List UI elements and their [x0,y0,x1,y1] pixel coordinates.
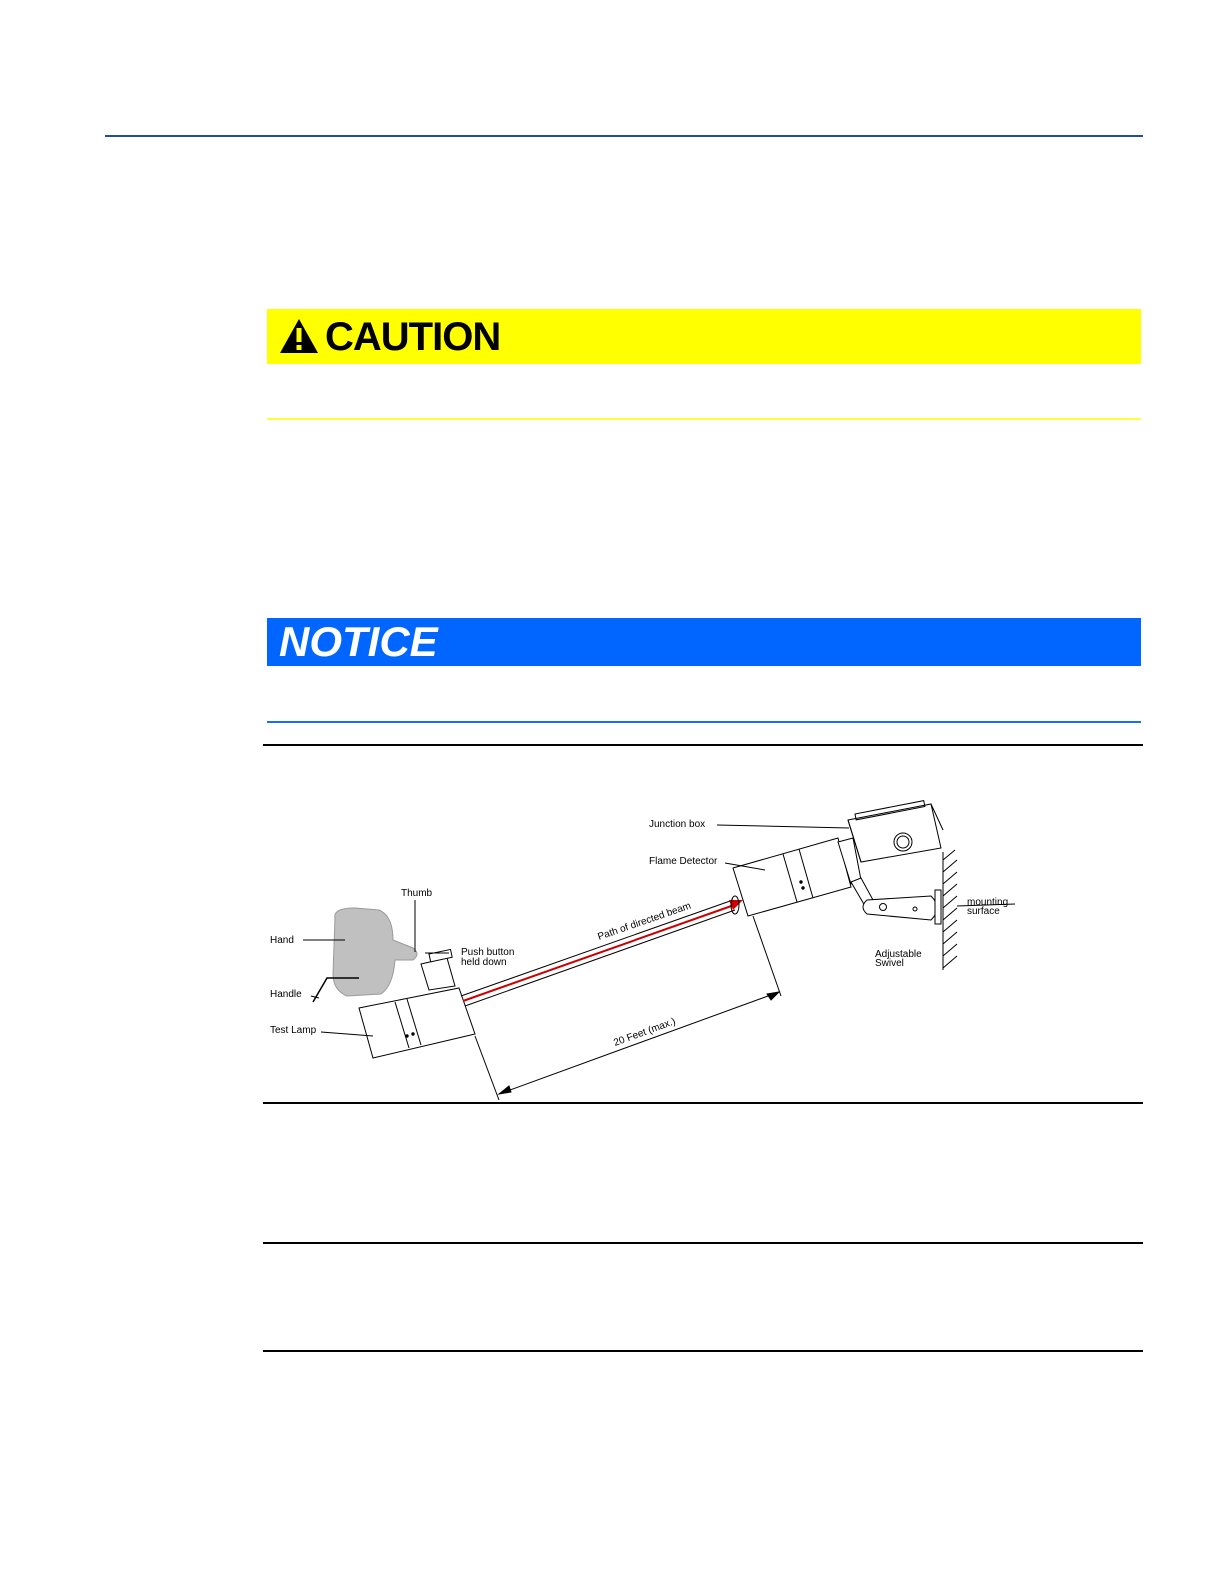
swivel-label-2: Swivel [875,958,904,969]
notice-rule [267,721,1141,723]
distance-label: 20 Feet (max.) [612,1016,678,1049]
test-lamp-figure [263,790,1143,1100]
flame-detector-drawing [733,838,861,916]
path-label: Path of directed beam [596,900,693,943]
push-button-label-2: held down [461,957,507,968]
push-button-label-1: Push button [461,947,515,958]
mounting-surface-drawing [943,850,957,970]
warning-triangle-icon [279,318,319,354]
figure-bottom-rule [263,1102,1143,1104]
test-lamp-label: Test Lamp [270,1025,317,1036]
swivel-drawing [851,878,941,924]
notice-heading: NOTICE [279,618,438,665]
flame-detector-label: Flame Detector [649,856,718,867]
junction-box-drawing [848,801,943,862]
swivel-label-1: Adjustable [875,949,922,960]
junction-box-label: Junction box [649,819,706,830]
caution-rule [267,418,1141,420]
mounting-label-2: surface [967,906,1000,917]
thumb-label: Thumb [401,888,433,899]
hand-label: Hand [270,935,294,946]
notice-banner [267,618,1141,666]
figure-top-rule [263,744,1143,746]
hand-drawing [333,908,417,996]
header-rule [105,135,1143,137]
table-rule-2 [263,1350,1143,1352]
mounting-label-1: mounting [967,897,1009,908]
handle-label: Handle [270,989,302,1000]
table-rule-1 [263,1242,1143,1244]
caution-banner [267,309,1141,364]
caution-heading: CAUTION [325,315,501,359]
